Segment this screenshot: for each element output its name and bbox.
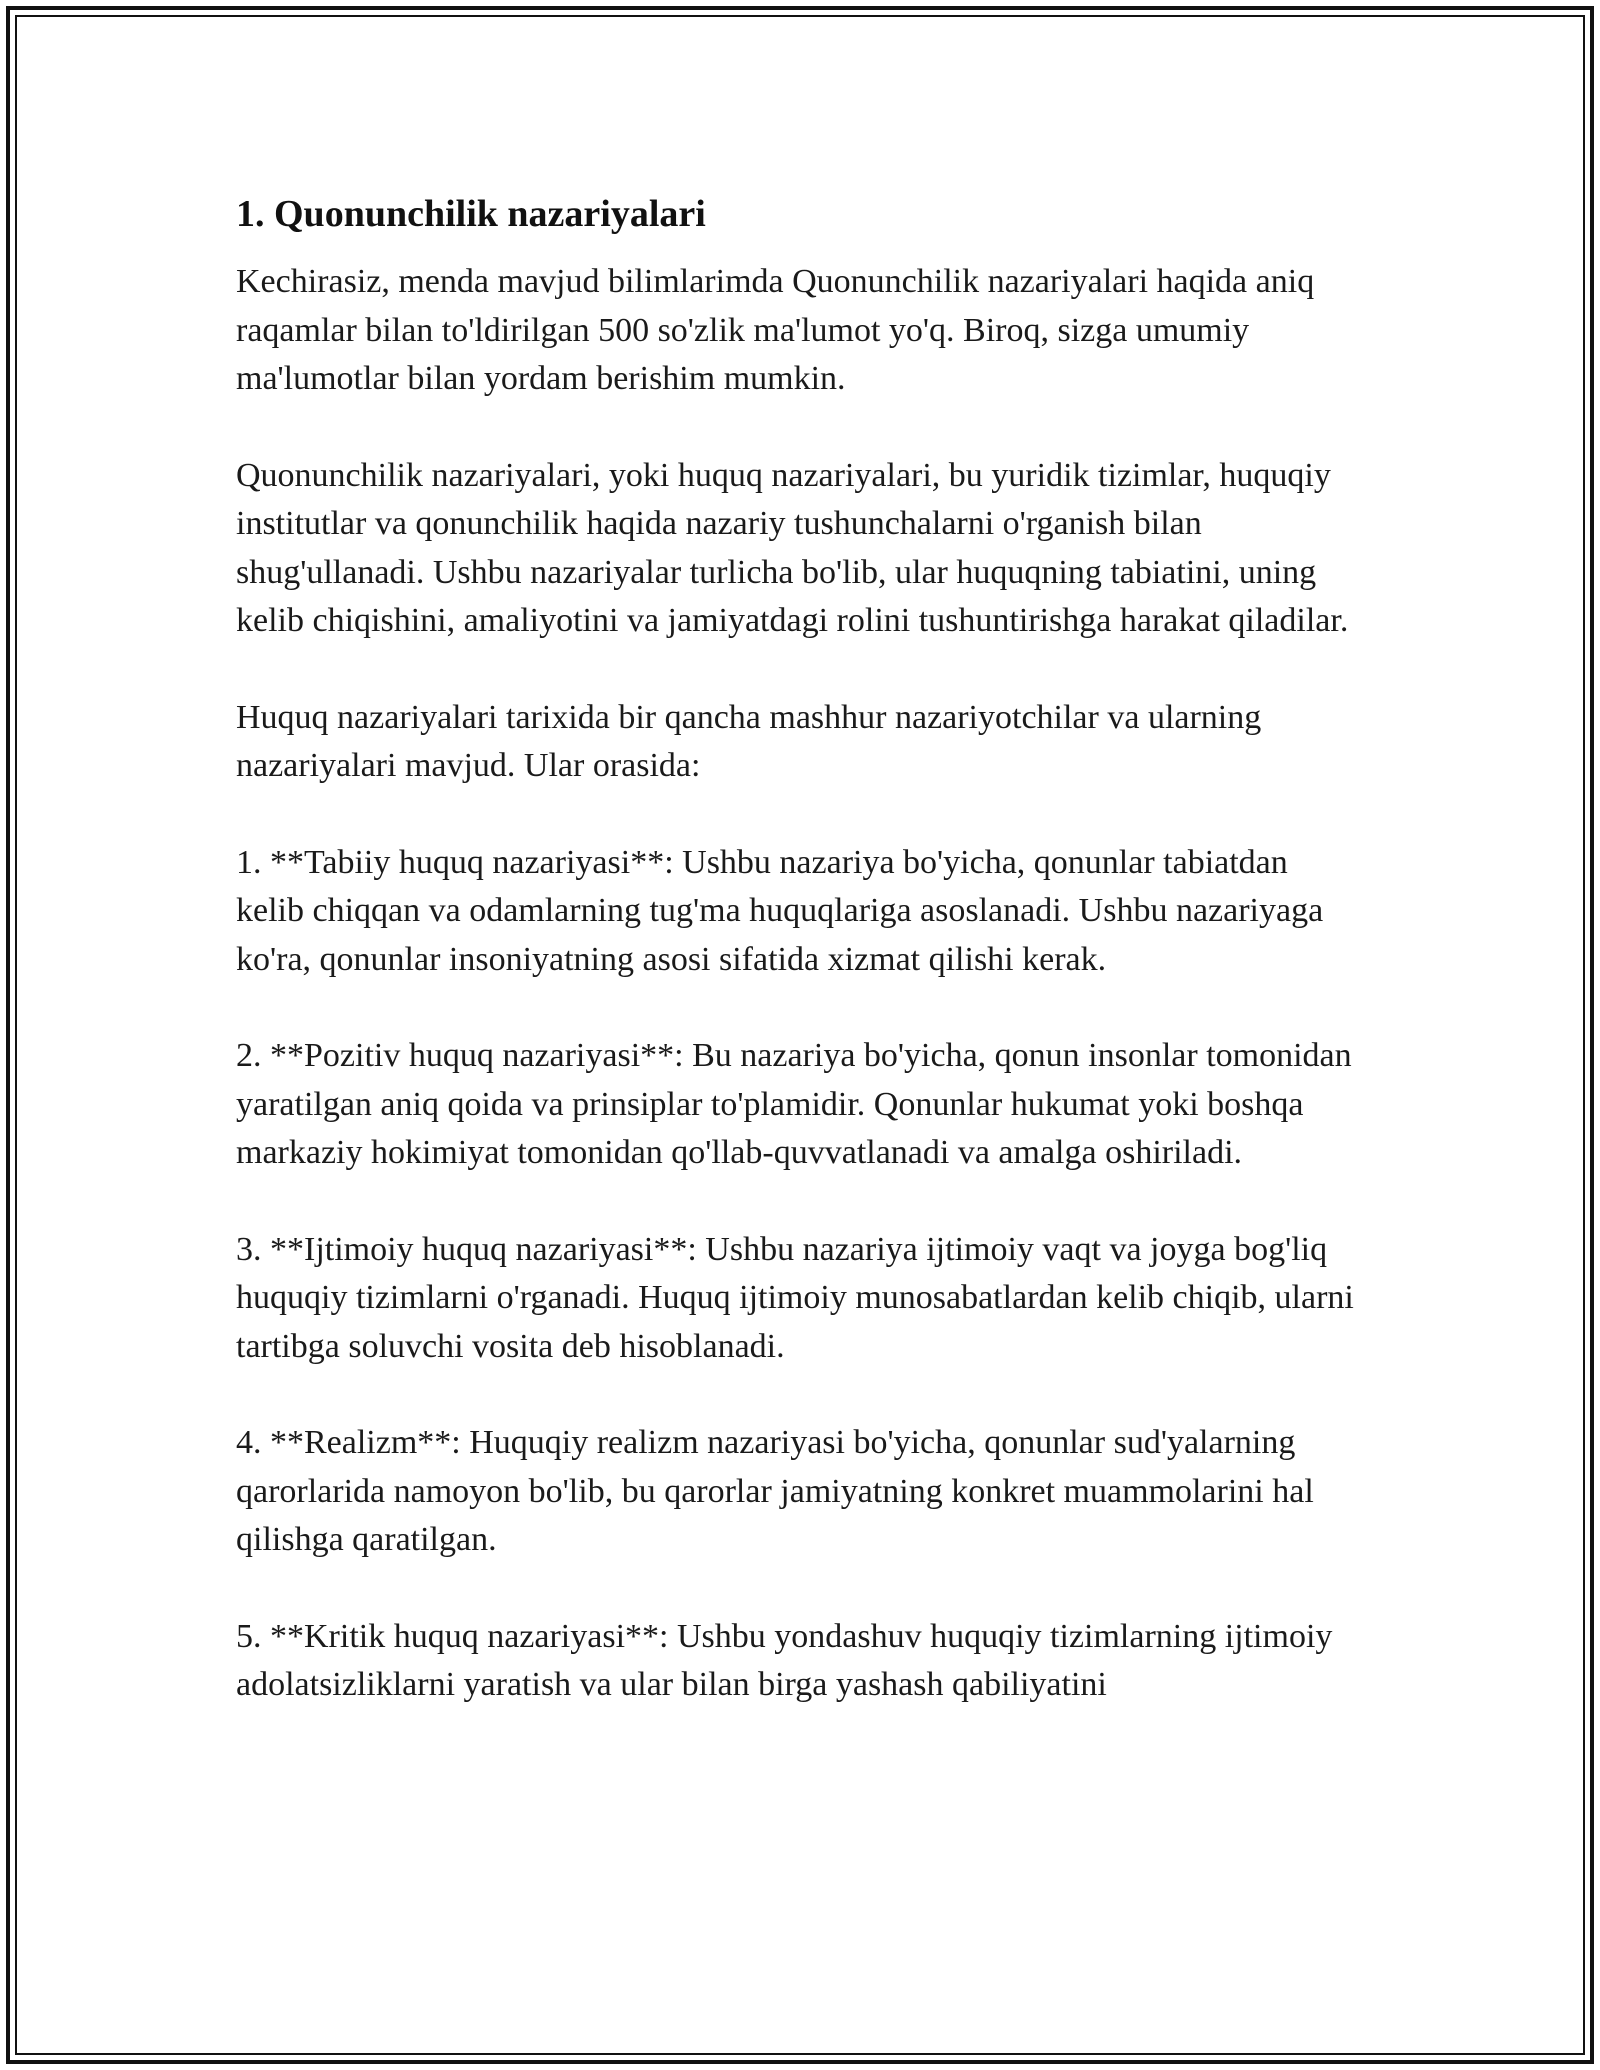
document-body (236, 186, 1360, 1758)
list-item-realism: 4. **Realizm**: Huquqiy realizm nazariyasi bo'yicha, qonunlar sud'yalarning qarorlarida namoyon bo'lib, bu qarorlar jamiyatning konkret muammolarini hal qilishga qaratilgan. (236, 1424, 1314, 1558)
list-item-natural-law: 1. **Tabiiy huquq nazariyasi**: Ushbu nazariya bo'yicha, qonunlar tabiatdan kelib chiqqan va odamlarning tug'ma huquqlariga asoslanadi. Ushbu nazariyaga ko'ra, qonunlar insoniyatning asosi sifatida xizmat qilishi kerak. (236, 843, 1324, 978)
list-item-positive-law: 2. **Pozitiv huquq nazariyasi**: Bu nazariya bo'yicha, qonun insonlar tomonidan yaratilgan aniq qoida va prinsiplar to'plamidir. Qonunlar hukumat yoki boshqa markaziy hokimiyat tomonidan qo'llab-quvvatlanadi va amalga oshiriladi. (236, 1037, 1352, 1171)
section-heading: 1. Quonunchilik nazariyalari (236, 193, 706, 235)
paragraph-list-intro: Huquq nazariyalari tarixida bir qancha mashhur nazariyotchilar va ularning nazariyalari mavjud. Ular orasida: (236, 698, 1262, 784)
paragraph-intro: Kechirasiz, menda mavjud bilimlarimda Quonunchilik nazariyalari haqida aniq raqamlar bilan to'ldirilgan 500 so'zlik ma'lumot yo'q. Biroq, sizga umumiy ma'lumotlar bilan yordam berishim mumkin. (236, 263, 1315, 397)
list-item-critical-law: 5. **Kritik huquq nazariyasi**: Ushbu yondashuv huquqiy tizimlarning ijtimoiy adolatsizliklarni yaratish va ular bilan birga yashash qabiliyatini (236, 1617, 1333, 1703)
paragraph-definition: Quonunchilik nazariyalari, yoki huquq nazariyalari, bu yuridik tizimlar, huquqiy institutlar va qonunchilik haqida nazariy tushunchalarni o'rganish bilan shug'ullanadi. Ushbu nazariyalar turlicha bo'lib, ular huquqning tabiatini, uning kelib chiqishini, amaliyotini va jamiyatdagi rolini tushuntirishga harakat qiladilar. (236, 456, 1349, 639)
list-item-social-law: 3. **Ijtimoiy huquq nazariyasi**: Ushbu nazariya ijtimoiy vaqt va joyga bog'liq huquqiy tizimlarni o'rganadi. Huquq ijtimoiy munosabatlardan kelib chiqib, ularni tartibga soluvchi vosita deb hisoblanadi. (236, 1230, 1354, 1365)
